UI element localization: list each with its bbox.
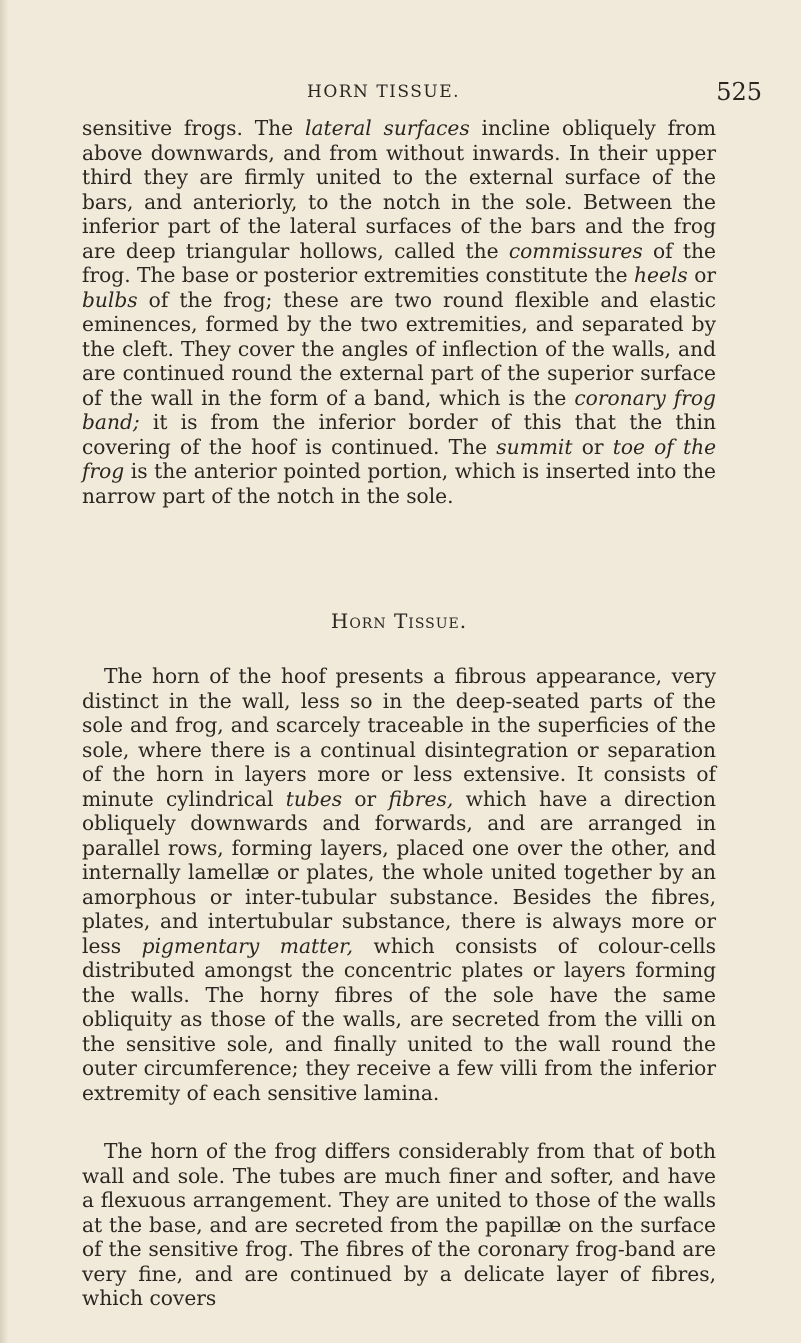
paragraph-horn-of-frog: [82, 1139, 716, 1311]
text-run: it is from the inferior border of this that the thin covering of the hoof is continued. The: [82, 410, 716, 459]
text-run: which consists of colour-cells distributed amongst the concentric plates or layers forming the walls. The horny fibres of the sole have the same obliquity as those of the walls, are secreted from the villi on the sensitive sole, and finally united to the wall round the outer circumference; they receive a few villi from the inferior extremity of each sensitive lamina.: [82, 933, 717, 1105]
text-run: or: [342, 786, 389, 811]
running-title: HORN TISSUE.: [307, 82, 461, 102]
text-run: The horn of the hoof presents a fibrous appearance, very distinct in the wall, less so in the deep-seated parts of the sole and frog, and scarcely traceable in the superficies of the sole, where there is a continual disintegration or separation of the horn in layers more or less extensive. It consists of minute cylindrical: [82, 664, 716, 811]
text-run: sensitive frogs. The: [82, 116, 305, 140]
paragraph-text: [82, 116, 716, 508]
section-heading: Horn Tissue.: [330, 609, 468, 633]
text-run: of the frog; these are two round flexible and elastic eminences, formed by the two extremities, and separated by the cleft. They cover the angles of inflection of the walls, and are continued round the external part of the superior surface of the wall in the form of a band, which is the: [82, 287, 716, 410]
italic-term-commissures: commissures: [508, 238, 643, 263]
running-head: [82, 78, 762, 110]
text-run: or: [687, 263, 716, 287]
text-run: incline obliquely from above downwards, and from without inwards. In their upper third they are firmly united to the external surface of the bars, and anteriorly, to the notch in the sole. Between the inferior part of the lateral surfaces of the bars and the frog are deep triangular hollows, called the: [82, 116, 717, 263]
text-run: of the frog. The base or posterior extremities constitute the: [82, 238, 716, 287]
page-number: 525: [716, 78, 762, 106]
text-run: is the anterior pointed portion, which is inserted into the narrow part of the notch in the sole.: [82, 459, 716, 508]
paragraph-frog-description: [82, 116, 716, 508]
italic-term-fibres: fibres,: [388, 786, 454, 811]
paragraph-text: [82, 664, 716, 1105]
italic-term-toe-of-the-frog: toe of the frog: [82, 434, 717, 483]
italic-term-summit: summit: [496, 434, 573, 459]
italic-term-tubes: tubes: [285, 786, 343, 811]
paragraph-text: The horn of the frog differs considerably from that of both wall and sole. The tubes are much finer and softer, and have a flexuous arrangement. They are united to those of the walls at the base, and are secreted from the papillæ on the surface of the sensitive frog. The fibres of the coronary frog-band are very fine, and are continued by a delicate layer of fibres, which covers: [82, 1139, 716, 1310]
italic-term-bulbs: bulbs: [82, 287, 138, 312]
italic-term-heels: heels: [634, 263, 688, 287]
italic-term-lateral-surfaces: lateral surfaces: [305, 116, 470, 140]
text-run: or: [572, 434, 613, 459]
text-run: which have a direction obliquely downwards and forwards, and are arranged in parallel rows, forming layers, placed one over the other, and internally lamellæ or plates, the whole united together by an amorphous or inter-tubular substance. Besides the fibres, plates, and intertubular substance, there is always more or less: [82, 786, 716, 958]
paragraph-horn-structure: [82, 664, 716, 1105]
italic-term-coronary-frog-band: coronary frog band;: [82, 385, 716, 434]
italic-term-pigmentary-matter: pigmentary matter,: [141, 933, 354, 958]
